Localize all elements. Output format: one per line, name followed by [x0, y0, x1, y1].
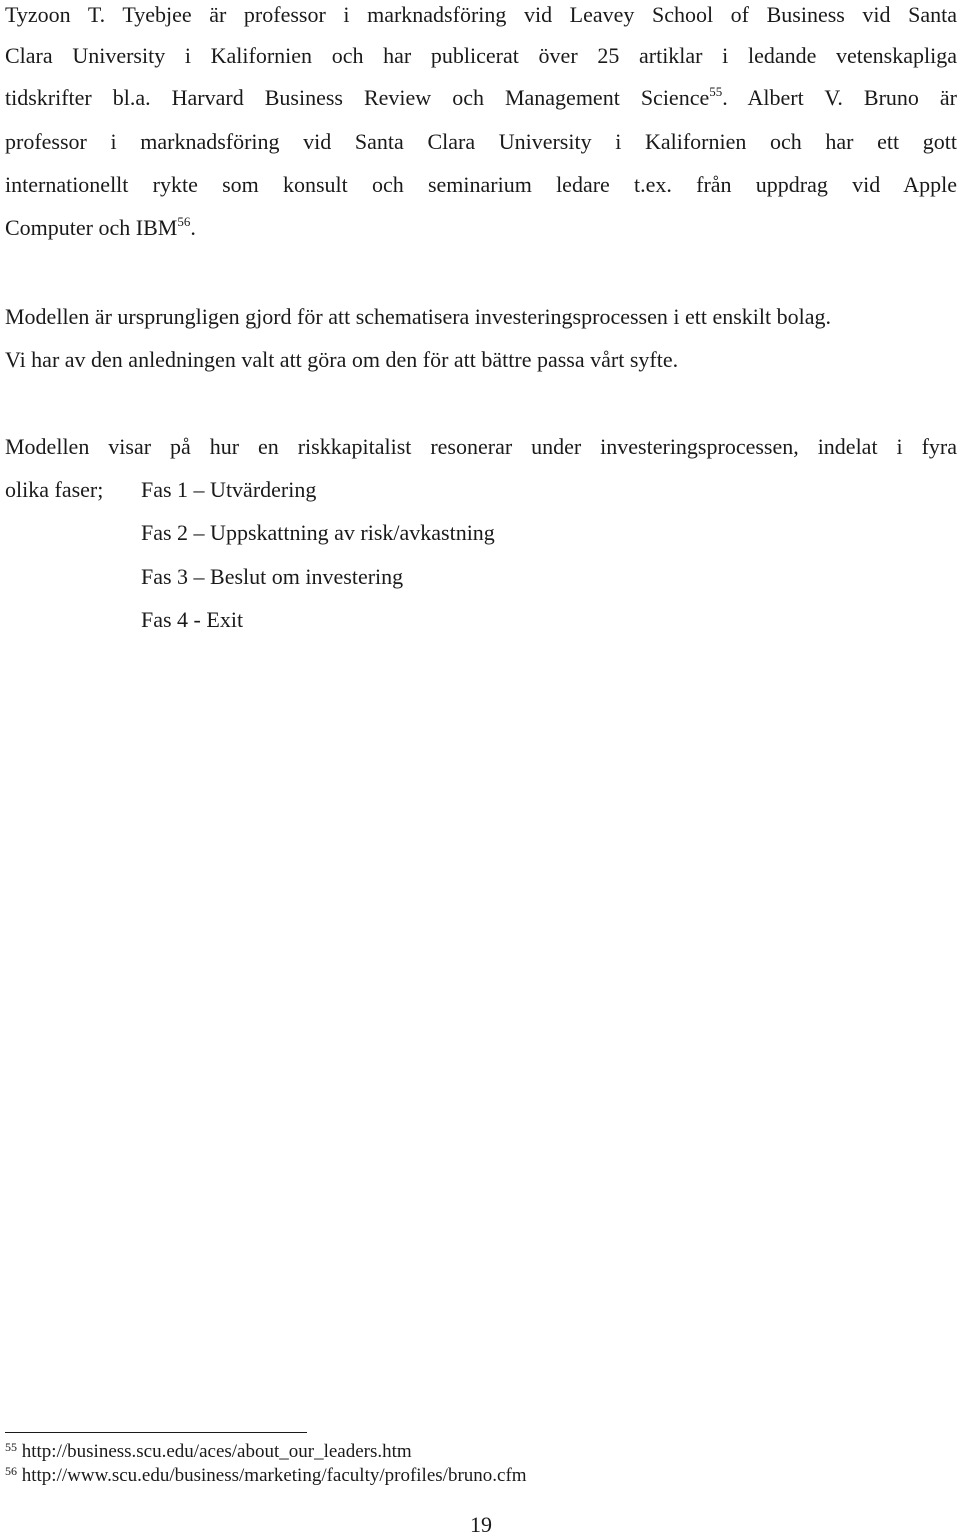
paragraph1-line6-text-a: Computer och IBM	[5, 215, 178, 240]
paragraph2-line2: Vi har av den anledningen valt att göra om den för att bättre passa vårt syfte.	[5, 347, 679, 372]
phase-3: Fas 3 – Beslut om investering	[141, 564, 404, 589]
footnote-56	[5, 1465, 527, 1487]
footnote-55	[5, 1441, 412, 1463]
phase-2: Fas 2 – Uppskattning av risk/avkastning	[141, 520, 495, 545]
phase-4: Fas 4 - Exit	[141, 607, 244, 632]
paragraph2-line1: Modellen är ursprungligen gjord för att schematisera investeringsprocessen i ett enskilt bolag.	[5, 304, 831, 329]
footnote-ref-56: 56	[177, 214, 191, 229]
document-page	[5, 0, 957, 1537]
footnote-56-link[interactable]: http://www.scu.edu/business/marketing/faculty/profiles/bruno.cfm	[21, 1465, 527, 1486]
paragraph1-line2: Clara University i Kalifornien och har publicerat över 25 artiklar i ledande vetenskapliga	[5, 43, 957, 68]
paragraph1-line6	[5, 213, 196, 243]
footnote-56-number: 56	[5, 1464, 17, 1478]
paragraph1-line5: internationellt rykte som konsult och seminarium ledare t.ex. från uppdrag vid Apple	[5, 172, 957, 197]
paragraph1-line4: professor i marknadsföring vid Santa Clara University i Kalifornien och har ett gott	[5, 129, 957, 154]
page-number: 19	[470, 1512, 492, 1537]
paragraph1-line3-text-b: . Albert V. Bruno är	[722, 85, 958, 110]
footnote-ref-55: 55	[709, 84, 723, 99]
paragraph3-intro: olika faser;	[5, 477, 104, 502]
footnote-55-link[interactable]: http://business.scu.edu/aces/about_our_leaders.htm	[21, 1441, 412, 1462]
footnote-separator	[5, 1432, 307, 1433]
paragraph1-line6-text-b: .	[190, 215, 196, 240]
phase-1: Fas 1 – Utvärdering	[141, 477, 317, 502]
paragraph3-line1: Modellen visar på hur en riskkapitalist resonerar under investeringsprocessen, indelat i fyra	[5, 434, 957, 459]
paragraph1-line3	[5, 83, 957, 113]
footnote-55-number: 55	[5, 1440, 17, 1454]
paragraph1-line3-text-a: tidskrifter bl.a. Harvard Business Review och Management Science	[5, 85, 710, 110]
paragraph1-line1: Tyzoon T. Tyebjee är professor i marknadsföring vid Leavey School of Business vid Santa	[5, 2, 957, 27]
